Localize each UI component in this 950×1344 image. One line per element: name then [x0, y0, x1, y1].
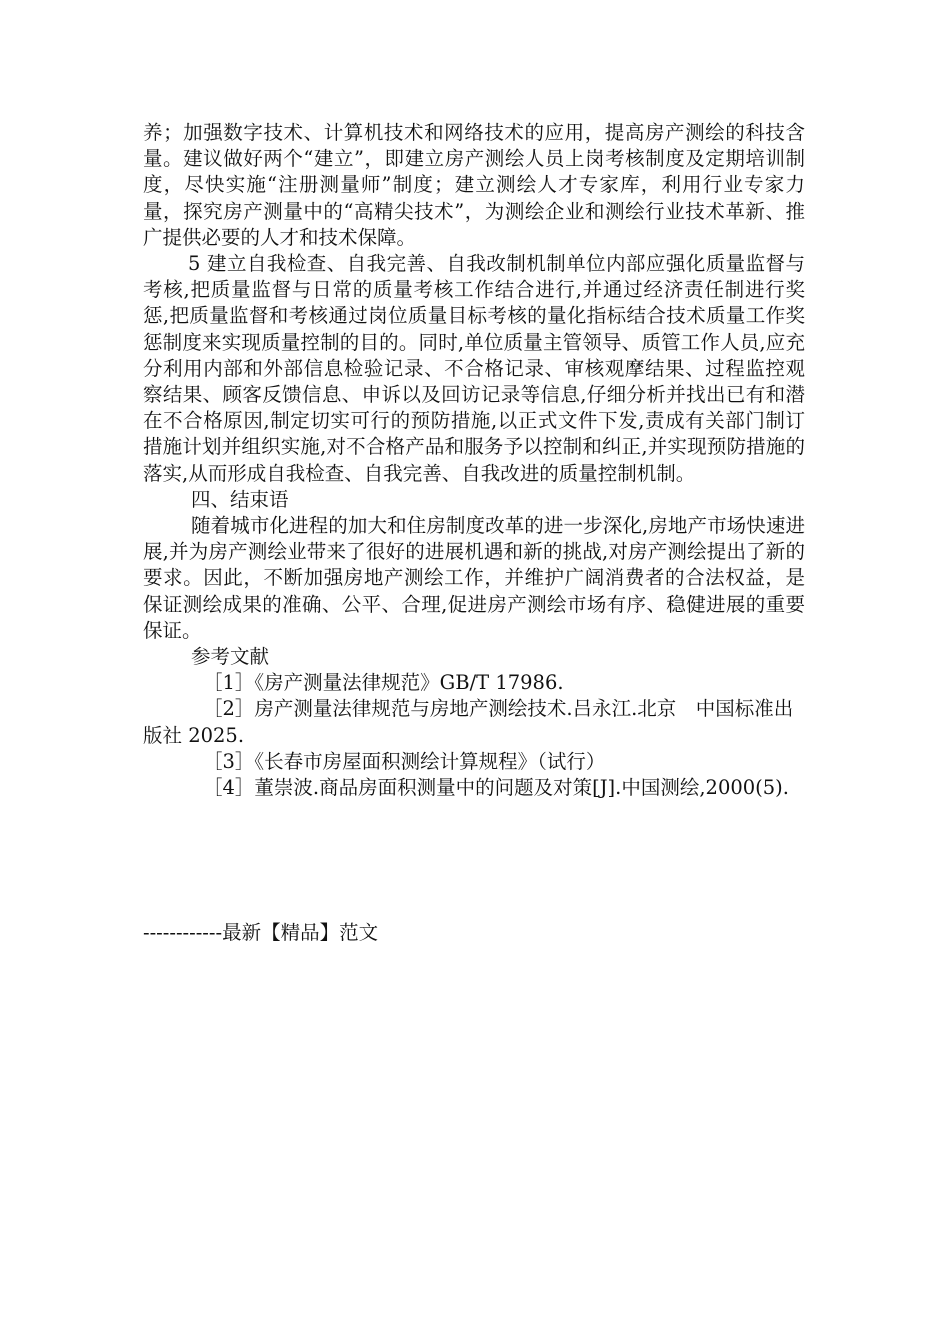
document-body — [143, 120, 805, 801]
references-heading: 参考文献 — [191, 645, 270, 669]
reference-item: ［4］董崇波.商品房面积测量中的问题及对策[J].中国测绘,2000(5). — [203, 776, 789, 800]
reference-item: ［2］房产测量法律规范与房地产测绘技术.吕永江.北京 中国标准出版社 2025. — [143, 697, 794, 747]
paragraph-training: 养；加强数字技术、计算机技术和网络技术的应用，提高房产测绘的科技含量。建议做好两个“建立”，即建立房产测绘人员上岗考核制度及定期培训制度，尽快实施“注册测量师”制度；建立测绘人才专家库，利用行业专家力量，探究房产测量中的“高精尖技术”，为测绘企业和测绘行业技术革新、推广提供必要的人才和技术保障。 — [143, 121, 805, 249]
reference-item: ［3］《长春市房屋面积测绘计算规程》（试行） — [203, 749, 606, 773]
footer-label: ------------最新【精品】范文 — [143, 921, 379, 944]
paragraph-self-inspection: 5 建立自我检查、自我完善、自我改制机制单位内部应强化质量监督与考核,把质量监督与日常的质量考核工作结合进行,并通过经济责任制进行奖惩,把质量监督和考核通过岗位质量目标考核的量化指标结合技术质量工作奖惩制度来实现质量控制的目的。同时,单位质量主管领导、质管工作人员,应充分利用内部和外部信息检验记录、不合格记录、审核观摩结果、过程监控观察结果、顾客反馈信息、申诉以及回访记录等信息,仔细分析并找出已有和潜在不合格原因,制定切实可行的预防措施,以正式文件下发,责成有关部门制订措施计划并组织实施,对不合格产品和服务予以控制和纠正,并实现预防措施的落实,从而形成自我检查、自我完善、自我改进的质量控制机制。 — [143, 252, 805, 485]
reference-item: ［1］《房产测量法律规范》GB/T 17986. — [203, 671, 564, 695]
paragraph-conclusion: 随着城市化进程的加大和住房制度改革的进一步深化,房地产市场快速进展,并为房产测绘业带来了很好的进展机遇和新的挑战,对房产测绘提出了新的要求。因此，不断加强房地产测绘工作，并维护广阔消费者的合法权益，是保证测绘成果的准确、公平、合理,促进房产测绘市场有序、稳健进展的重要保证。 — [143, 514, 805, 642]
section-heading-conclusion: 四、结束语 — [191, 487, 289, 511]
